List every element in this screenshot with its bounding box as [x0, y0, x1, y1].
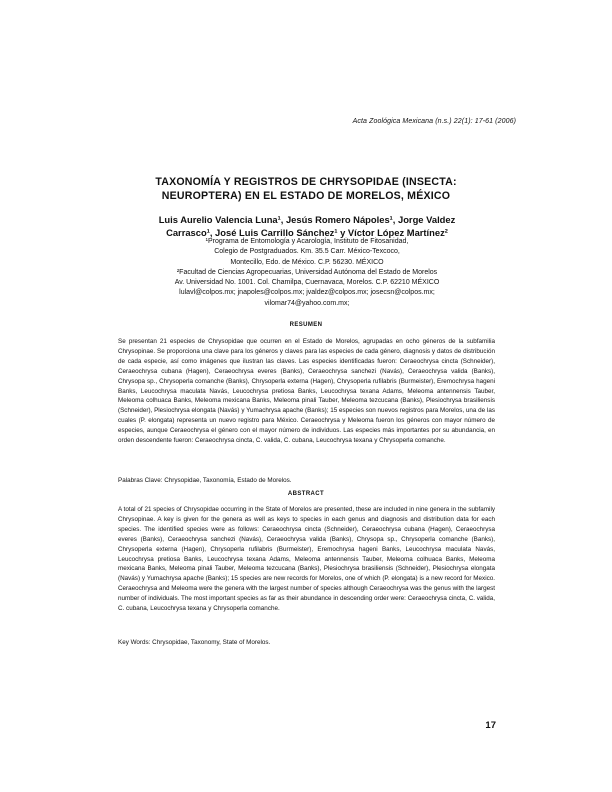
author-list [118, 213, 496, 239]
page-number: 17 [485, 720, 496, 731]
paper-title [110, 175, 502, 203]
affiliation-line: ¹Programa de Entomología y Acarología, Instituto de Fitosanidad, [205, 238, 409, 245]
resumen-heading: RESUMEN [289, 322, 323, 328]
affiliation-line: Av. Universidad No. 1001. Col. Chamilpa, Cuernavaca, Morelos. C.P. 62210 MÉXICO [174, 279, 440, 287]
authors-line-1: Luis Aurelio Valencia Luna¹, Jesús Romero Nápoles¹, Jorge Valdez [158, 214, 456, 225]
abstract-text: A total of 21 species of Chrysopidae occurring in the State of Morelos are presented, these are included in nine genera in the subfamily Chrysopinae. A key is given for the genera as well as keys to species in each genus and diagnosis and distribution data for each species. The identified species were as follows: Ceraeochrysa cincta (Schneider), Ceraeochrysa cubana (Hagen), Ceraeochrysa everes (Banks), Ceraeochrysa sanchezi (Navás), Ceraeochrysa valida (Banks), Chrysopa sp., Chrysoperla comanche (Banks), Chrysoperla externa (Hagen), Chrysoperla rufilabris (Burmeister), Eremochrysa hageni Banks, Leucochrysa maculata Navás, Leucochrysa pretiosa Banks, Leucochrysa texana Adams, Meleoma antennensis Tauber, Meleoma colhuaca Banks, Meleoma mexicana Banks, Meleoma pinali Tauber, Meleoma tezcucana (Banks), Plesiochrysa brasiliensis (Schneider), Plesiochrysa elongata (Navás) y Yumachrysa apache (Banks); 15 species are new records for Morelos, one of which (P. elongata) is a new record for Mexico. Ceraeochrysa and Meleoma were the genera with the largest number of species although Ceraeochrysa was the genus with the largest number of individuals. The most important species as far as their abundance in descending order were: Ceraeochrysa cincta, C. valida, C. cubana, Leucochrysa texana y Chrysoperla comanche. [118, 506, 495, 613]
affiliations [118, 237, 496, 309]
palabras-clave: Palabras Clave: Chrysopidae, Taxonomía, Estado de Morelos. [118, 477, 292, 484]
affiliation-line: ²Facultad de Ciencias Agropecuarias, Universidad Autónoma del Estado de Morelos [176, 268, 438, 276]
abstract-heading: ABSTRACT [287, 491, 325, 497]
title-line-1: TAXONOMÍA Y REGISTROS DE CHRYSOPIDAE (INSECTA: [155, 176, 457, 188]
journal-reference: Acta Zoológica Mexicana (n.s.) 22(1): 17-61 (2006) [352, 118, 516, 125]
affiliation-line: Colegio de Postgraduados. Km. 35.5 Carr. México-Texcoco, [214, 248, 400, 256]
email-line: lulavl@colpos.mx; jnapoles@colpos.mx; jvaldez@colpos.mx; josecsn@colpos.mx; [179, 289, 435, 297]
email-line: vilomar74@yahoo.com.mx; [264, 299, 350, 307]
title-line-2: NEUROPTERA) EN EL ESTADO DE MORELOS, MÉXICO [161, 190, 451, 202]
affiliation-line: Montecillo, Edo. de México. C.P. 56230. MÉXICO [230, 258, 384, 266]
resumen-text: Se presentan 21 especies de Chrysopidae que ocurren en el Estado de Morelos, agrupadas en ocho géneros de la subfamilia Chrysopinae. Se proporciona una clave para los géneros y claves para las especies de cada género, diagnosis y datos de distribución de cada especie, así como imágenes que ilustran las claves. Las especies identificadas fueron: Ceraeochrysa cincta (Schneider), Ceraeochrysa cubana (Hagen), Ceraeochrysa everes (Banks), Ceraeochrysa sanchezi (Navás), Ceraeochrysa valida (Banks), Chrysopa sp., Chrysoperla comanche (Banks), Chrysoperla externa (Hagen), Chrysoperla rufilabris (Burmeister), Eremochrysa hageni Banks, Leucochrysa maculata Navás, Leucochrysa pretiosa Banks, Leucochrysa texana Adams, Meleoma antennensis Tauber, Meleoma colhuaca Banks, Meleoma mexicana Banks, Meleoma pinali Tauber, Meleoma tezcucana (Banks), Plesiochrysa brasiliensis (Schneider), Plesiochrysa elongata (Navás) y Yumachrysa apache (Banks); 15 especies son nuevos registros para Morelos, una de las cuales (P. elongata) representa un nuevo registro para México. Ceraeochrysa y Meleoma fueron los géneros con mayor número de especies, aunque Ceraeochrysa el género con el mayor número de individuos. Las especies más importantes por su abundancia, en orden descendente fueron: Ceraeochrysa cincta, C. valida, C. cubana, Leucochrysa texana y Chrysoperla comanche. [118, 338, 495, 445]
authors-line-2: Carrasco¹, José Luis Carrillo Sánchez¹ y Víctor López Martínez² [166, 227, 448, 238]
key-words: Key Words: Chrysopidae, Taxonomy, State of Morelos. [118, 639, 271, 646]
